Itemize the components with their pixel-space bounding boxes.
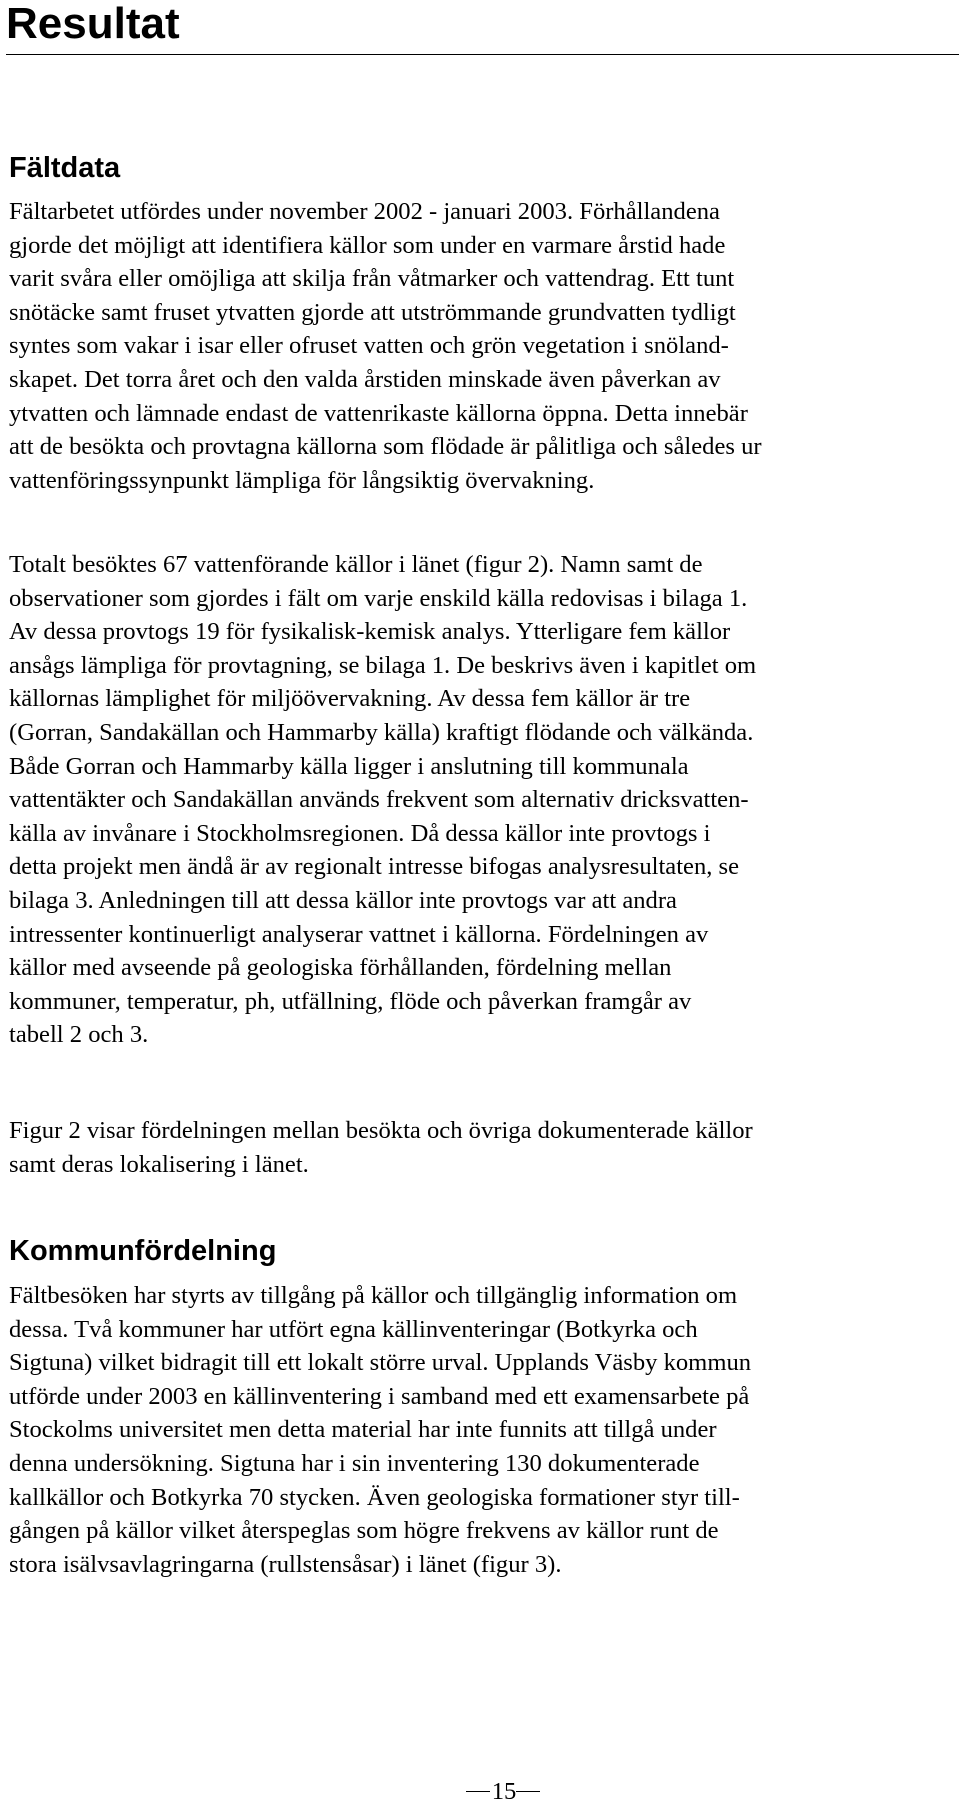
text-line: källor med avseende på geologiska förhållanden, fördelning mellan [9, 954, 672, 982]
title-divider [6, 54, 959, 55]
text-line: ytvatten och lämnade endast de vattenrikaste källorna öppna. Detta innebär [9, 399, 748, 427]
text-line: Figur 2 visar fördelningen mellan besökta och övriga dokumenterade källor [9, 1117, 753, 1144]
text-line: observationer som gjordes i fält om varje enskild källa redovisas i bilaga 1. [9, 584, 748, 612]
text-line: gången på källor vilket återspeglas som högre frekvens av källor runt de [9, 1517, 719, 1545]
section-heading-faltdata: Fältdata [9, 152, 121, 184]
text-line: intressenter kontinuerligt analyserar vattnet i källorna. Fördelningen av [9, 920, 709, 948]
text-line: stora isälvsavlagringarna (rullstensåsar) i länet (figur 3). [9, 1550, 562, 1578]
page-number-dash-right [516, 1791, 540, 1792]
text-line: ansågs lämpliga för provtagning, se bilaga 1. De beskrivs även i kapitlet om [9, 651, 757, 679]
paragraph-faltdata-1 [9, 195, 949, 497]
text-line: vattentäkter och Sandakällan används frekvent som alternativ dricksvatten- [9, 786, 749, 814]
text-line: kommuner, temperatur, ph, utfällning, flöde och påverkan framgår av [9, 987, 692, 1015]
text-line: (Gorran, Sandakällan och Hammarby källa) kraftigt flödande och välkända. [9, 718, 754, 746]
text-line: varit svåra eller omöjliga att skilja från våtmarker och vattendrag. Ett tunt [9, 265, 735, 293]
section-heading-kommunfordelning: Kommunfördelning [9, 1235, 277, 1267]
text-line: skapet. Det torra året och den valda årstiden minskade även påverkan av [9, 365, 721, 393]
text-line: vattenföringssynpunkt lämpliga för långsiktig övervakning. [9, 466, 595, 494]
text-line: dessa. Två kommuner har utfört egna källinventeringar (Botkyrka och [9, 1315, 698, 1343]
text-line: Fältarbetet utfördes under november 2002 - januari 2003. Förhållandena [9, 198, 720, 225]
text-line: detta projekt men ändå är av regionalt intresse bifogas analysresultaten, se [9, 853, 740, 881]
text-line: att de besökta och provtagna källorna som flödade är pålitliga och således ur [9, 433, 762, 461]
text-line: gjorde det möjligt att identifiera källor som under en varmare årstid hade [9, 231, 726, 259]
page-number-dash-left [466, 1791, 490, 1792]
text-line: denna undersökning. Sigtuna har i sin inventering 130 dokumenterade [9, 1449, 700, 1477]
text-line: Sigtuna) vilket bidragit till ett lokalt större urval. Upplands Väsby kommun [9, 1349, 752, 1377]
text-line: Fältbesöken har styrts av tillgång på källor och tillgänglig information om [9, 1282, 738, 1309]
text-line: kallkällor och Botkyrka 70 stycken. Även geologiska formationer styr till- [9, 1483, 740, 1511]
text-line: Av dessa provtogs 19 för fysikalisk-kemisk analys. Ytterligare fem källor [9, 618, 731, 646]
text-line: snötäcke samt fruset ytvatten gjorde att utströmmande grundvatten tydligt [9, 298, 736, 326]
text-line: bilaga 3. Anledningen till att dessa källor inte provtogs var att andra [9, 886, 677, 914]
page-number: 15 [491, 1778, 517, 1805]
text-line: Totalt besöktes 67 vattenförande källor i länet (figur 2). Namn samt de [9, 551, 703, 578]
text-line: syntes som vakar i isar eller ofruset vatten och grön vegetation i snöland- [9, 332, 729, 360]
text-line: utförde under 2003 en källinventering i samband med ett examensarbete på [9, 1382, 750, 1410]
text-line: Både Gorran och Hammarby källa ligger i anslutning till kommunala [9, 752, 689, 780]
paragraph-faltdata-2 [9, 548, 949, 1052]
text-line: Stockolms universitet men detta material har inte funnits att tillgå under [9, 1416, 717, 1444]
text-line: källa av invånare i Stockholmsregionen. Då dessa källor inte provtogs i [9, 819, 711, 847]
text-line: tabell 2 och 3. [9, 1021, 149, 1049]
text-line: källornas lämplighet för miljöövervakning. Av dessa fem källor är tre [9, 685, 691, 713]
text-line: samt deras lokalisering i länet. [9, 1150, 309, 1178]
paragraph-faltdata-3 [9, 1114, 949, 1181]
page-footer [0, 1778, 960, 1806]
page-title: Resultat [6, 0, 180, 48]
paragraph-kommunfordelning-1 [9, 1279, 949, 1581]
